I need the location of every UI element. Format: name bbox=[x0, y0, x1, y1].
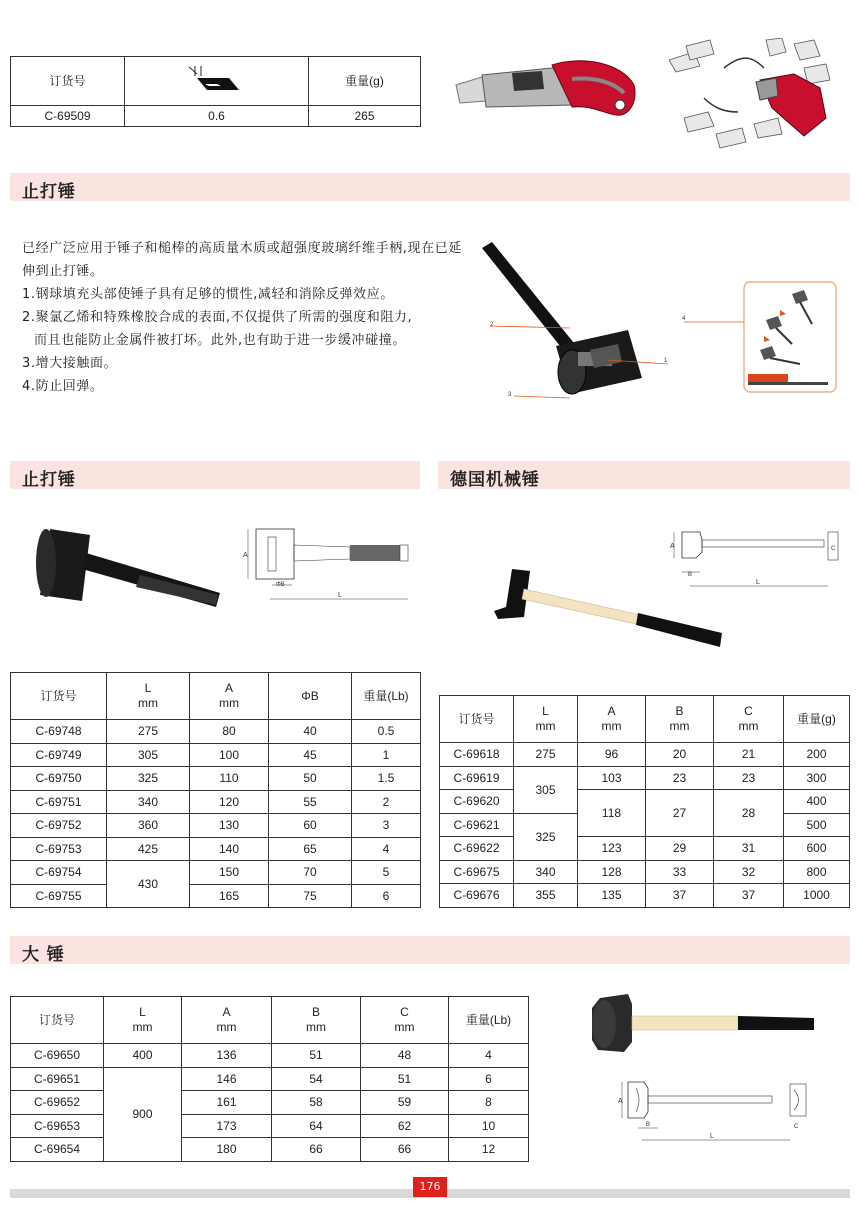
machinist-hammer-diagram bbox=[668, 528, 844, 590]
cell-order-no: C-69620 bbox=[440, 790, 514, 814]
header-a-label: A bbox=[607, 704, 616, 718]
dim-a-label: A bbox=[618, 1098, 623, 1105]
section-band-machinist-hammer bbox=[438, 461, 850, 489]
cell-a: 123 bbox=[578, 837, 646, 861]
header-a-unit: mm bbox=[601, 719, 622, 733]
cell-weight: 4 bbox=[449, 1044, 529, 1068]
cell-b: 33 bbox=[646, 860, 714, 884]
utility-knife-image bbox=[452, 55, 642, 125]
header-order-no: 订货号 bbox=[440, 696, 514, 743]
header-l bbox=[514, 696, 578, 743]
cell-l: 325 bbox=[107, 767, 190, 791]
cell-order-no: C-69754 bbox=[11, 861, 107, 885]
cell-b: 55 bbox=[269, 790, 352, 814]
cell-a: 140 bbox=[190, 837, 269, 861]
cell-order-no: C-69676 bbox=[440, 884, 514, 908]
cell-weight: 2 bbox=[352, 790, 421, 814]
cell-weight: 200 bbox=[784, 743, 850, 767]
header-c-label: C bbox=[744, 704, 753, 718]
cell-b: 70 bbox=[269, 861, 352, 885]
header-c-unit: mm bbox=[394, 1020, 415, 1034]
header-a-label: A bbox=[224, 681, 233, 695]
header-weight: 重量(Lb) bbox=[449, 997, 529, 1044]
cell-order-no: C-69652 bbox=[11, 1091, 104, 1115]
cell-b: 65 bbox=[269, 837, 352, 861]
cell-order-no: C-69753 bbox=[11, 837, 107, 861]
header-a bbox=[182, 997, 272, 1044]
cell-order-no: C-69749 bbox=[11, 743, 107, 767]
cell-order-no: C-69755 bbox=[11, 884, 107, 908]
cell-weight: 400 bbox=[784, 790, 850, 814]
cell-b: 58 bbox=[272, 1091, 361, 1115]
header-b-label: B bbox=[311, 1005, 320, 1019]
cell-weight: 265 bbox=[309, 106, 421, 127]
cell-b: 75 bbox=[269, 884, 352, 908]
cell-order-no: C-69675 bbox=[440, 860, 514, 884]
cell-l: 340 bbox=[514, 860, 578, 884]
header-weight: 重量(Lb) bbox=[352, 673, 421, 720]
header-a-label: A bbox=[222, 1005, 231, 1019]
cell-a: 146 bbox=[182, 1067, 272, 1091]
cell-weight: 6 bbox=[352, 884, 421, 908]
cell-a: 120 bbox=[190, 790, 269, 814]
cell-a: 96 bbox=[578, 743, 646, 767]
cell-b: 66 bbox=[272, 1138, 361, 1162]
cell-thickness: 0.6 bbox=[125, 106, 309, 127]
cell-order-no: C-69750 bbox=[11, 767, 107, 791]
cell-c: 66 bbox=[361, 1138, 449, 1162]
cell-a: 173 bbox=[182, 1114, 272, 1138]
stop-hammer-table bbox=[10, 672, 421, 908]
cell-a: 80 bbox=[190, 720, 269, 744]
dim-a-label: A bbox=[243, 552, 248, 559]
cell-l: 400 bbox=[104, 1044, 182, 1068]
cell-a: 150 bbox=[190, 861, 269, 885]
header-order-no: 订货号 bbox=[11, 57, 125, 106]
cell-a: 136 bbox=[182, 1044, 272, 1068]
sledge-hammer-table bbox=[10, 996, 529, 1162]
cell-a: 130 bbox=[190, 814, 269, 838]
cell-weight: 600 bbox=[784, 837, 850, 861]
cell-weight: 10 bbox=[449, 1114, 529, 1138]
blade-thickness-icon bbox=[125, 57, 309, 106]
header-a-unit: mm bbox=[219, 696, 239, 710]
cell-order-no: C-69748 bbox=[11, 720, 107, 744]
header-l-unit: mm bbox=[138, 696, 158, 710]
cell-weight: 3 bbox=[352, 814, 421, 838]
cell-b: 60 bbox=[269, 814, 352, 838]
header-l-label: L bbox=[542, 704, 549, 718]
header-l-unit: mm bbox=[132, 1020, 153, 1034]
section-band-stop-hammer-intro bbox=[10, 173, 850, 201]
cell-weight: 1 bbox=[352, 743, 421, 767]
header-weight: 重量(g) bbox=[309, 57, 421, 106]
header-weight: 重量(g) bbox=[784, 696, 850, 743]
cell-a: 103 bbox=[578, 766, 646, 790]
cell-l: 900 bbox=[104, 1067, 182, 1161]
cell-order-no: C-69618 bbox=[440, 743, 514, 767]
intro-text bbox=[22, 237, 467, 398]
dim-l-label: L bbox=[756, 579, 760, 586]
intro-point-4: 4.防止回弹。 bbox=[22, 379, 104, 394]
cell-order-no: C-69752 bbox=[11, 814, 107, 838]
cell-order-no: C-69653 bbox=[11, 1114, 104, 1138]
header-l-label: L bbox=[139, 1005, 146, 1019]
cell-l: 425 bbox=[107, 837, 190, 861]
cell-order-no: C-69751 bbox=[11, 790, 107, 814]
header-c bbox=[714, 696, 784, 743]
cell-weight: 5 bbox=[352, 861, 421, 885]
cell-order-no: C-69650 bbox=[11, 1044, 104, 1068]
cell-l: 275 bbox=[107, 720, 190, 744]
cell-l: 360 bbox=[107, 814, 190, 838]
header-c-unit: mm bbox=[738, 719, 759, 733]
cell-weight: 4 bbox=[352, 837, 421, 861]
page-number: 176 bbox=[413, 1177, 447, 1197]
cell-b: 54 bbox=[272, 1067, 361, 1091]
callout-1: 1 bbox=[664, 358, 668, 364]
header-l bbox=[107, 673, 190, 720]
cell-order-no: C-69509 bbox=[11, 106, 125, 127]
cell-a: 135 bbox=[578, 884, 646, 908]
header-b-unit: mm bbox=[306, 1020, 326, 1034]
cell-weight: 1.5 bbox=[352, 767, 421, 791]
header-a-unit: mm bbox=[216, 1020, 237, 1034]
cell-c: 62 bbox=[361, 1114, 449, 1138]
header-a bbox=[578, 696, 646, 743]
section-title: 止打锤 bbox=[22, 182, 76, 202]
cell-l: 325 bbox=[514, 813, 578, 860]
cell-order-no: C-69651 bbox=[11, 1067, 104, 1091]
section-band-sledge-hammer bbox=[10, 936, 850, 964]
cell-c: 23 bbox=[714, 766, 784, 790]
cell-c: 32 bbox=[714, 860, 784, 884]
header-b bbox=[646, 696, 714, 743]
header-order-no: 订货号 bbox=[11, 997, 104, 1044]
cell-a: 180 bbox=[182, 1138, 272, 1162]
cell-b: 40 bbox=[269, 720, 352, 744]
cell-a: 165 bbox=[190, 884, 269, 908]
blade-icon bbox=[187, 64, 247, 94]
dim-l-label: L bbox=[710, 1133, 714, 1140]
cell-order-no: C-69619 bbox=[440, 766, 514, 790]
dim-a-label: A bbox=[670, 543, 675, 550]
section-title: 大 锤 bbox=[22, 945, 65, 965]
section-title: 止打锤 bbox=[22, 470, 76, 490]
stop-hammer-diagram bbox=[240, 525, 420, 605]
sledge-hammer-image bbox=[588, 990, 818, 1060]
callout-4: 4 bbox=[682, 316, 686, 322]
cell-a: 110 bbox=[190, 767, 269, 791]
cell-b: 20 bbox=[646, 743, 714, 767]
dim-b-label: B bbox=[646, 1122, 651, 1128]
intro-point-2: 2.聚氯乙烯和特殊橡胶合成的表面,不仅提供了所需的强度和阻力, bbox=[22, 310, 413, 325]
cell-b: 50 bbox=[269, 767, 352, 791]
cell-order-no: C-69654 bbox=[11, 1138, 104, 1162]
cell-b: 37 bbox=[646, 884, 714, 908]
cell-b: 27 bbox=[646, 790, 714, 837]
cell-weight: 500 bbox=[784, 813, 850, 837]
cell-b: 45 bbox=[269, 743, 352, 767]
dim-b-label: ΦB bbox=[276, 582, 285, 588]
sledge-hammer-diagram bbox=[614, 1078, 814, 1144]
header-l-unit: mm bbox=[535, 719, 556, 733]
section-title: 德国机械锤 bbox=[450, 470, 540, 490]
header-c bbox=[361, 997, 449, 1044]
cell-l: 340 bbox=[107, 790, 190, 814]
cell-weight: 0.5 bbox=[352, 720, 421, 744]
header-b-label: B bbox=[675, 704, 684, 718]
rebound-illustration-image bbox=[680, 280, 840, 400]
cell-b: 64 bbox=[272, 1114, 361, 1138]
intro-paragraph: 已经广泛应用于锤子和槌棒的高质量木质或超强度玻璃纤维手柄,现在已延伸到止打锤。 bbox=[22, 241, 462, 279]
cell-a: 118 bbox=[578, 790, 646, 837]
cell-l: 275 bbox=[514, 743, 578, 767]
header-l-label: L bbox=[144, 681, 152, 695]
callout-3: 3 bbox=[508, 392, 512, 398]
machinist-hammer-table bbox=[439, 695, 850, 908]
stop-hammer-image bbox=[20, 525, 235, 625]
intro-point-3: 3.增大接触面。 bbox=[22, 356, 118, 371]
cell-c: 28 bbox=[714, 790, 784, 837]
cell-l: 305 bbox=[107, 743, 190, 767]
cell-a: 161 bbox=[182, 1091, 272, 1115]
dim-b-label: B bbox=[688, 572, 693, 578]
header-c-label: C bbox=[400, 1005, 409, 1019]
cell-b: 51 bbox=[272, 1044, 361, 1068]
dim-c-label: C bbox=[831, 546, 836, 552]
cell-l: 305 bbox=[514, 766, 578, 813]
section-band-stop-hammer bbox=[10, 461, 420, 489]
cell-weight: 12 bbox=[449, 1138, 529, 1162]
cell-weight: 800 bbox=[784, 860, 850, 884]
cell-weight: 8 bbox=[449, 1091, 529, 1115]
cell-weight: 300 bbox=[784, 766, 850, 790]
header-order-no: 订货号 bbox=[11, 673, 107, 720]
dim-c-label: C bbox=[794, 1124, 799, 1130]
cell-l: 430 bbox=[107, 861, 190, 908]
cell-a: 100 bbox=[190, 743, 269, 767]
cell-c: 21 bbox=[714, 743, 784, 767]
cell-c: 59 bbox=[361, 1091, 449, 1115]
cell-l: 355 bbox=[514, 884, 578, 908]
dim-l-label: L bbox=[338, 592, 342, 599]
cell-c: 51 bbox=[361, 1067, 449, 1091]
header-l bbox=[104, 997, 182, 1044]
intro-point-1: 1.钢球填充头部使锤子具有足够的惯性,减轻和消除反弹效应。 bbox=[22, 287, 394, 302]
cell-c: 48 bbox=[361, 1044, 449, 1068]
cell-weight: 1000 bbox=[784, 884, 850, 908]
callout-2: 2 bbox=[490, 322, 494, 328]
blade-spec-table bbox=[10, 56, 421, 127]
cell-c: 37 bbox=[714, 884, 784, 908]
knife-blades-image bbox=[664, 38, 834, 153]
dead-blow-hammer-cutaway-image bbox=[478, 238, 698, 403]
header-b bbox=[272, 997, 361, 1044]
header-b-unit: mm bbox=[669, 719, 690, 733]
cell-b: 23 bbox=[646, 766, 714, 790]
intro-point-2-cont: 而且也能防止金属件被打坏。此外,也有助于进一步缓冲碰撞。 bbox=[34, 333, 406, 348]
header-b: ΦB bbox=[269, 673, 352, 720]
cell-order-no: C-69621 bbox=[440, 813, 514, 837]
header-a bbox=[190, 673, 269, 720]
cell-a: 128 bbox=[578, 860, 646, 884]
cell-order-no: C-69622 bbox=[440, 837, 514, 861]
cell-c: 31 bbox=[714, 837, 784, 861]
cell-b: 29 bbox=[646, 837, 714, 861]
cell-weight: 6 bbox=[449, 1067, 529, 1091]
